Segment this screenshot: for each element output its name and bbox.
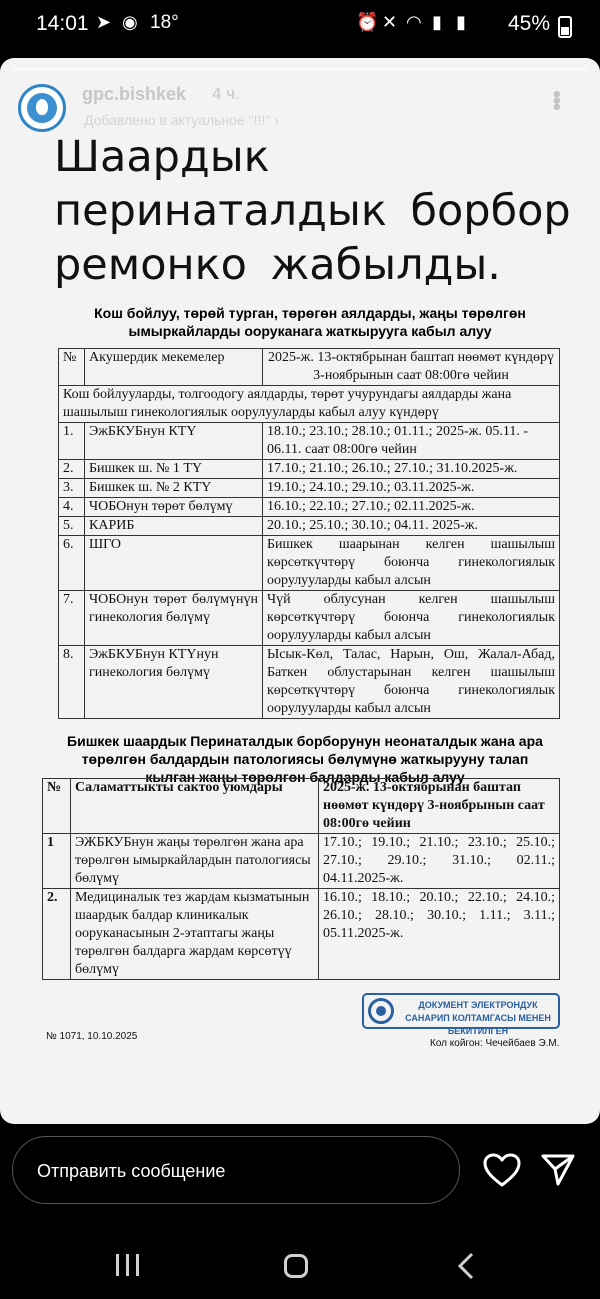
section2-heading-line3: кылган жаңы төрөлгөн балдарды кабыл алуу	[145, 769, 465, 785]
row-dates: Чүй облусунан келген шашылыш көрсөткүчтөрү боюнча гинекологиялык оорулууларды кабыл алсын	[263, 591, 560, 646]
section2-heading-line2: төрөлгөн балдардын патологиясы бөлүмүнө жаткырууну талап	[81, 751, 529, 767]
story-header	[0, 78, 600, 138]
navigation-bar	[0, 1232, 600, 1299]
col-institution: Акушердик мекемелер	[85, 349, 263, 386]
col-dates: 2025-ж. 13-октябрынан баштап нөөмөт күндөрү 3-ноябрынын саат 08:00гө чейин	[263, 349, 560, 386]
row-name: Бишкек ш. № 2 КТҮ	[85, 479, 263, 498]
row-name: Бишкек ш. № 1 ТҮ	[85, 460, 263, 479]
col-org: Саламаттыкты сактоо уюмдары	[71, 779, 319, 834]
col-no: №	[59, 349, 85, 386]
wifi-icon: ◠	[406, 12, 422, 32]
headline: Шаардык перинаталдык борбор ремонко жабылды.	[54, 132, 571, 290]
signer: Кол койгон: Чечейбаев Э.М.	[430, 1038, 560, 1049]
row-no: 8.	[59, 646, 85, 719]
heart-icon[interactable]	[482, 1152, 522, 1188]
row-name: ЭжБКУБнун КТҮ	[85, 423, 263, 460]
row-dates: 19.10.; 24.10.; 29.10.; 03.11.2025-ж.	[263, 479, 560, 498]
username[interactable]: gpc.bishkek	[82, 84, 187, 104]
table-header-row	[43, 779, 560, 834]
signal-2-icon: ▮	[456, 12, 466, 32]
row-name: ЧОБОнун төрөт бөлүмү	[85, 498, 263, 517]
story-progress-bar	[12, 68, 588, 71]
clock: 14:01	[36, 12, 89, 35]
section1-heading-line2: ымыркайларды ооруканага жаткырууга кабыл алуу	[128, 323, 492, 339]
row-name: ШГО	[85, 536, 263, 591]
col-no: №	[43, 779, 71, 834]
row-no: 1.	[59, 423, 85, 460]
row-no: 5.	[59, 517, 85, 536]
institutions-table	[58, 348, 560, 719]
row-dates: Бишкек шаарынан келген шашылыш көрсөткүчтөрү боюнча гинекологиялык оорулууларды кабыл алсын	[263, 536, 560, 591]
table-row	[59, 646, 560, 719]
row-no: 1	[43, 834, 71, 889]
subheader: Кош бойлууларды, толгоодогу аялдарды, төрөт учурундагы аялдарды жана шашылыш гинекологиялык оорулууларды кабыл алуу күндөрү	[59, 386, 560, 423]
row-no: 2.	[59, 460, 85, 479]
row-dates: 16.10.; 18.10.; 20.10.; 22.10.; 24.10.; 26.10.; 28.10.; 30.10.; 1.11.; 3.11.; 05.11.2025-ж.	[319, 889, 560, 980]
telegram-icon: ➤	[96, 12, 112, 32]
col-dates: 2025-ж. 13-октябрынан баштап нөөмөт күндөрү 3-ноябрынын саат 08:00гө чейин	[319, 779, 560, 834]
row-dates: Ысык-Көл, Талас, Нарын, Ош, Жалал-Абад, Баткен облустарынан келген шашылыш көрсөткүчтөрү боюнча гинекологиялык оорулууларды кабыл алсын	[263, 646, 560, 719]
document-number: № 1071, 10.10.2025	[46, 1031, 138, 1042]
row-name: ЭжБКУБнун КТҮнун гинекология бөлүмү	[85, 646, 263, 719]
row-dates: 17.10.; 19.10.; 21.10.; 23.10.; 25.10.; 27.10.; 29.10.; 31.10.; 02.11.; 04.11.2025-ж.	[319, 834, 560, 889]
table-row	[43, 834, 560, 889]
section1-heading	[60, 304, 560, 340]
story-view[interactable]	[0, 58, 600, 1124]
row-name: ЧОБОнун төрөт бөлүмүнүн гинекология бөлүмү	[85, 591, 263, 646]
signal-icon: ▮	[432, 12, 442, 32]
row-no: 7.	[59, 591, 85, 646]
notification-app-icon: ◉	[122, 12, 138, 32]
send-icon[interactable]	[540, 1152, 576, 1188]
mute-icon: ✕	[382, 12, 398, 32]
table-row	[59, 479, 560, 498]
table-row	[59, 498, 560, 517]
row-no: 3.	[59, 479, 85, 498]
back-icon[interactable]	[456, 1252, 476, 1280]
chevron-right-icon: ›	[274, 112, 279, 128]
table-row	[59, 460, 560, 479]
section2-heading-line1: Бишкек шаардык Перинаталдык борборунун неонаталдык жана ара	[67, 733, 543, 749]
highlight-label: Добавлено в актуальное "!!!"	[84, 112, 271, 128]
logo-icon	[27, 93, 57, 123]
digital-signature-stamp	[362, 993, 560, 1036]
table-row	[59, 536, 560, 591]
row-no: 4.	[59, 498, 85, 517]
home-icon[interactable]	[284, 1254, 308, 1278]
post-time: 4 ч.	[212, 84, 240, 103]
alarm-icon: ⏰	[356, 12, 379, 32]
table-row	[59, 423, 560, 460]
battery-level: 45%	[507, 12, 550, 35]
row-dates: 16.10.; 22.10.; 27.10.; 02.11.2025-ж.	[263, 498, 560, 517]
recents-icon[interactable]	[116, 1254, 140, 1276]
row-name: ЭЖБКУБнун жаңы төрөлгөн жана ара төрөлгөн ымыркайлардын патологиясы бөлүмү	[71, 834, 319, 889]
table-row	[59, 591, 560, 646]
message-placeholder: Отправить сообщение	[37, 1161, 226, 1181]
emblem-icon	[368, 998, 394, 1024]
table-subheader-row	[59, 386, 560, 423]
row-dates: 20.10.; 25.10.; 30.10.; 04.11. 2025-ж.	[263, 517, 560, 536]
more-vertical-icon[interactable]: •••	[543, 90, 570, 110]
message-input[interactable]	[12, 1136, 460, 1204]
row-dates: 17.10.; 21.10.; 26.10.; 27.10.; 31.10.2025-ж.	[263, 460, 560, 479]
row-dates: 18.10.; 23.10.; 28.10.; 01.11.; 2025-ж. 05.11. - 06.11. саат 08:00гө чейин	[263, 423, 560, 460]
highlight-link[interactable]	[84, 112, 279, 128]
avatar[interactable]	[18, 84, 66, 132]
neonatal-table	[42, 778, 560, 980]
table-row	[59, 517, 560, 536]
row-name: Медициналык тез жардам кызматынын шаардык балдар клиникалык ооруканасынын 2-этаптагы жаңы төрөлгөн балдарга жардам көрсөтүү бөлүмү	[71, 889, 319, 980]
row-name: КАРИБ	[85, 517, 263, 536]
row-no: 2.	[43, 889, 71, 980]
section1-heading-line1: Кош бойлуу, төрөй турган, төрөгөн аялдарды, жаңы төрөлгөн	[94, 305, 526, 321]
stamp-text: ДОКУМЕНТ ЭЛЕКТРОНДУК САНАРИП КОЛТАМГАСЫ МЕНЕН БЕКИТИЛГЕН	[405, 1000, 551, 1036]
temperature: 18°	[150, 12, 179, 33]
row-no: 6.	[59, 536, 85, 591]
status-bar	[0, 0, 600, 50]
battery-icon	[558, 16, 572, 38]
table-header-row	[59, 349, 560, 386]
table-row	[43, 889, 560, 980]
